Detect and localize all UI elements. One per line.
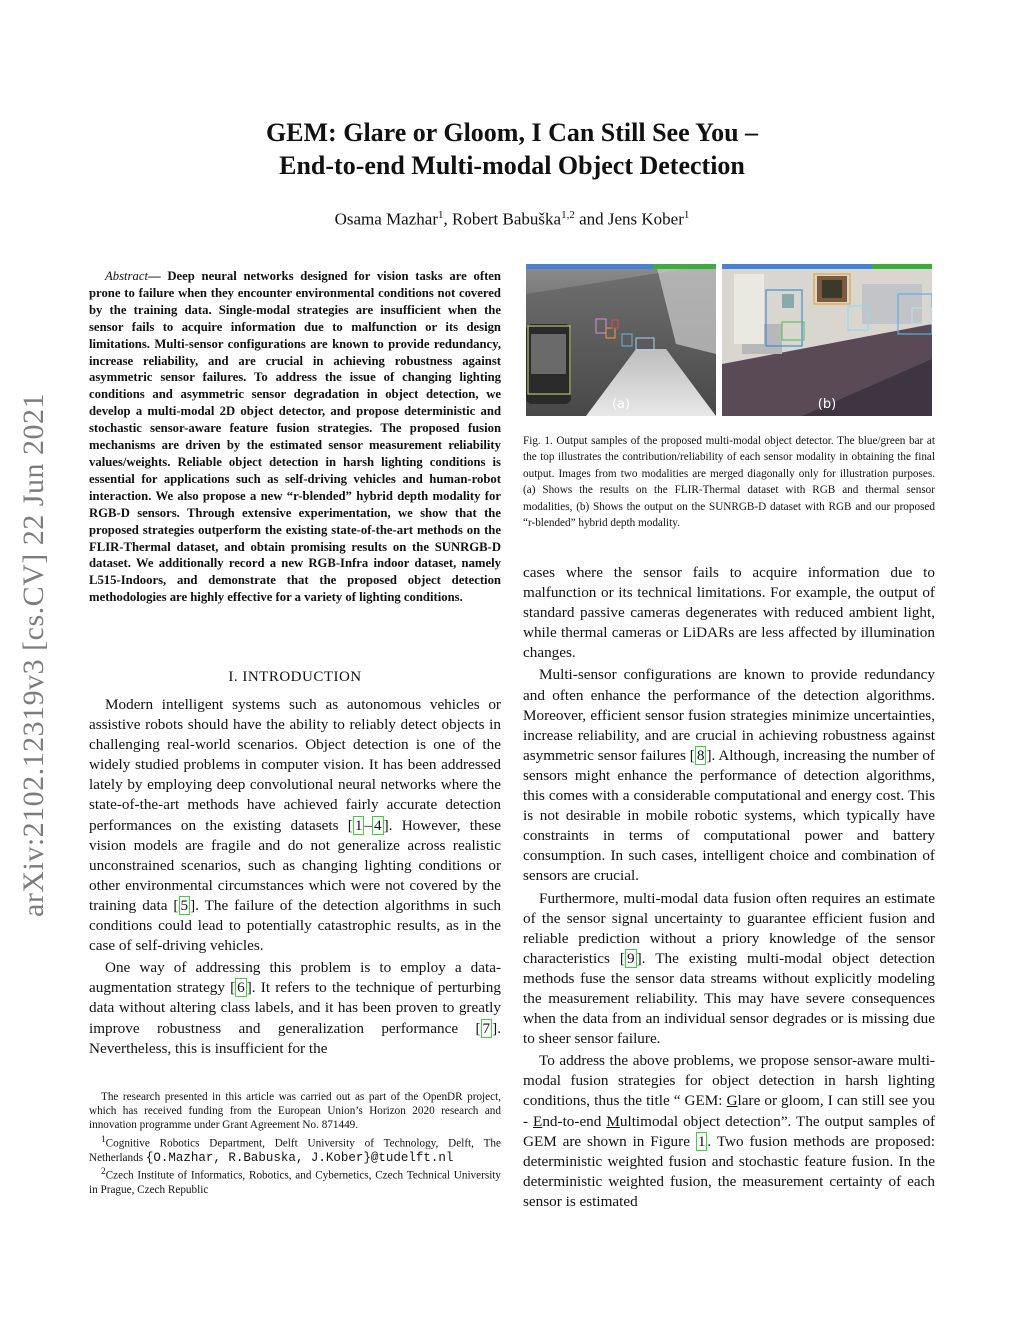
paragraph: To address the above problems, we propose sensor-aware multi-modal fusion strategies for object detection in harsh lighting conditions, thus the title “ GEM: Glare or gloom, I can still see you - End-to-end Multimodal object detection”. The output samples of GEM are shown in Figure 1 . Two fusion methods are proposed: deterministic weighted fusion and stochastic feature fusion. In the deterministic weighted fusion, the measurement certainty of each sensor is estimated bbox=[523, 1052, 936, 1210]
citation-link[interactable]: 1 bbox=[354, 816, 363, 834]
citation-link[interactable]: 5 bbox=[180, 896, 189, 914]
arxiv-identifier-text: arXiv:2102.12319v3 [cs.CV] 22 Jun 2021 bbox=[17, 393, 50, 917]
panel-label-b: (b) bbox=[817, 397, 837, 412]
title-line-2: End-to-end Multi-modal Object Detection bbox=[279, 151, 745, 180]
panel-label-a: (a) bbox=[611, 397, 631, 412]
citation-link[interactable]: 6 bbox=[237, 979, 245, 997]
arxiv-identifier bbox=[14, 360, 54, 950]
citation-link[interactable]: 7 bbox=[482, 1019, 491, 1037]
paragraph: Furthermore, multi-modal data fusion often requires an estimate of the sensor signal uncertainty to guarantee efficient fusion and reliable prediction without a priory knowledge of the sensor characteristics [ 9 ]. The existing multi-modal object detection methods fuse the sensor data streams without explicitly modeling the measurement reliability. This may have severe consequences when the data from an individual sensor degrades or is missing due to sheer sensor failure. bbox=[523, 889, 935, 1048]
paragraph: One way of addressing this problem is to employ a data-augmentation strategy [ 6 ]. It refers to the technique of perturbing data without altering class labels, and it has been proven to greatly improve robustness and generalization performance [ 7 ]. Nevertheless, this is insufficient for the bbox=[89, 959, 501, 1057]
author-kober: Jens Kober bbox=[607, 209, 684, 229]
footnote-funding: The research presented in this article was carried out as part of the OpenDR project, which has received funding from the European Union’s Horizon 2020 research and innovation programme under Grant Agreement No. 871449. bbox=[89, 1091, 501, 1132]
author-babuska-affiliation: 1,2 bbox=[561, 209, 575, 221]
thermal-rgb-image bbox=[526, 264, 716, 416]
paragraph: Multi-sensor configurations are known to provide redundancy and often enhance the performance of the detection algorithms. Moreover, efficient sensor fusion strategies minimize uncertainties, increase reliability, and are crucial in achieving robustness against asymmetric sensor failures [ 8 ]. Although, increasing the number of sensors might enhance the performance of detection algorithms, this comes with a considerable computational and energy cost. This is not desirable in mobile robotic systems, which typically have constraints in terms of computational power and battery consumption. In such cases, intelligent choice and combination of sensors are crucial. bbox=[523, 666, 935, 885]
modality-bar-rgb bbox=[722, 264, 872, 269]
rgbd-image bbox=[722, 264, 932, 416]
abstract-dash: — bbox=[148, 269, 161, 283]
figure-link[interactable]: 1 bbox=[697, 1132, 706, 1150]
abstract-label: Abstract bbox=[105, 269, 148, 283]
figure-panel-b bbox=[722, 264, 932, 416]
author-separator: and bbox=[574, 209, 608, 229]
modality-bar-depth bbox=[872, 264, 932, 269]
figure-1 bbox=[526, 264, 932, 416]
footnotes bbox=[89, 1090, 501, 1197]
footnote-affiliation-1: $^1$Cognitive Robotics Department, Delft University of Technology, Delft, The Netherlands {O.Mazhar, R.Babuska, J.Kober}@tudelft.nl bbox=[89, 1134, 501, 1165]
citation-link[interactable]: 4 bbox=[374, 816, 382, 834]
paper-title bbox=[160, 116, 864, 182]
author-list bbox=[160, 209, 864, 230]
author-mazhar: Osama Mazhar bbox=[334, 209, 438, 229]
author-kober-affiliation: 1 bbox=[683, 209, 690, 221]
paragraph: Modern intelligent systems such as autonomous vehicles or assistive robots should have the ability to reliably detect objects in challenging real-world scenarios. Object detection is one of the widely studied problems in computer vision. It has been addressed lately by employing deep convolutional neural networks where the state-of-the-art methods have achieved fairly accurate detection performances on the existing datasets [ 1 – 4 ]. However, these vision models are fragile and do not generalize across realistic unconstrained scenarios, such as changing lighting conditions or other environmental circumstances which were not covered by the training data [ 5 ]. The failure of the detection algorithms in such conditions could lead to potentially catastrophic results, as in the case of self-driving vehicles. bbox=[89, 696, 502, 955]
figure-panel-a bbox=[526, 264, 716, 416]
abstract-text: Deep neural networks designed for vision tasks are often prone to failure when they encounter environmental conditions not covered by the training data. Single-modal strategies are insufficient when the sensor fails to acquire information due to malfunction or its design limitations. Multi-sensor configurations are known to provide redundancy, increase reliability, and are crucial in achieving robustness against asymmetric sensor failures. To address the issue of changing lighting conditions and asymmetric sensor degradation in object detection, we develop a multi-modal 2D object detector, and propose deterministic and stochastic sensor-aware feature fusion strategies. The proposed fusion mechanisms are driven by the estimated sensor measurement reliability values/weights. Reliable object detection in harsh lighting conditions is essential for applications such as self-driving vehicles and human-robot interaction. We also propose a new “r-blended” hybrid depth modality for RGB-D sensors. Through extensive experimentation, we show that the proposed strategies outperform the existing state-of-the-art methods on the FLIR-Thermal dataset, and obtain promising results on the SUNRGB-D dataset. We additionally record a new RGB-Infra indoor dataset, namely L515-Indoors, and demonstrate that the proposed object detection methodologies are highly effective for a variety of lighting conditions. bbox=[89, 269, 501, 605]
figure-1-caption: Fig. 1. Output samples of the proposed multi-modal object detector. The blue/green bar at the top illustrates the contribution/reliability of each sensor modality in obtaining the final output. Images from two modalities are merged diagonally only for illustration purposes. (a) Shows the results on the FLIR-Thermal dataset with RGB and thermal sensor modalities, (b) Shows the output on the SUNRGB-D dataset with RGB and our proposed “r-blended” hybrid depth modality. bbox=[523, 435, 935, 530]
citation-link[interactable]: 9 bbox=[626, 949, 635, 967]
title-line-1: GEM: Glare or Gloom, I Can Still See You – bbox=[265, 118, 759, 147]
author-emails: {O.Mazhar, R.Babuska, J.Kober}@tudelft.nl bbox=[145, 1150, 454, 1165]
paragraph: cases where the sensor fails to acquire information due to malfunction or its technical limitations. For example, the output of standard passive cameras degenerates with reduced ambient light, while thermal cameras or LiDARs are less affected by illumination changes. bbox=[523, 564, 935, 662]
modality-bar-rgb bbox=[526, 264, 653, 269]
modality-bar-thermal bbox=[653, 264, 716, 269]
footnote-affiliation-2: $^2$Czech Institute of Informatics, Robotics, and Cybernetics, Czech Technical University in Prague, Czech Republic bbox=[89, 1166, 501, 1196]
author-mazhar-affiliation: 1 bbox=[437, 209, 444, 221]
introduction-body bbox=[89, 695, 501, 1061]
citation-link[interactable]: 8 bbox=[696, 746, 705, 764]
author-babuska: Robert Babuška bbox=[451, 209, 562, 229]
author-separator: , bbox=[443, 209, 452, 229]
introduction-body-continued bbox=[523, 563, 935, 1214]
section-heading-introduction: I. INTRODUCTION bbox=[228, 669, 362, 685]
abstract bbox=[89, 268, 501, 606]
